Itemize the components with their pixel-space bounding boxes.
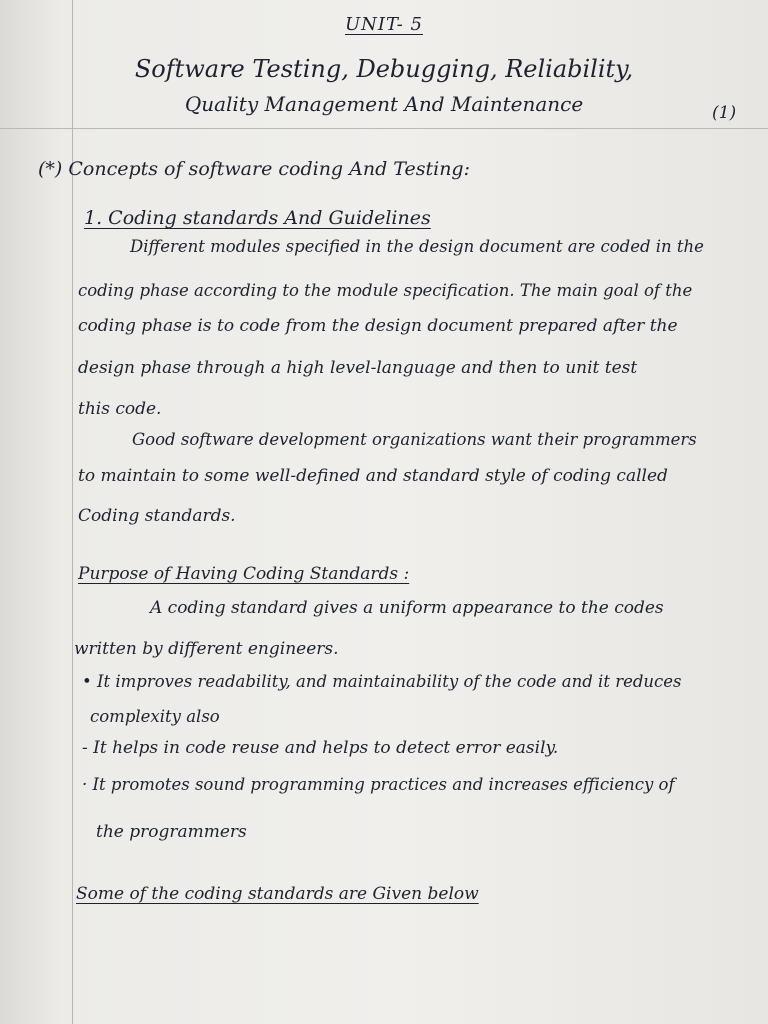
purpose-line-1: A coding standard gives a uniform appearance to the codes [150,598,664,618]
header-rule [0,128,768,129]
margin-line [72,0,73,1024]
subsection-heading: 1. Coding standards And Guidelines [84,207,431,229]
paragraph-2-line-3: Coding standards. [78,506,236,526]
paragraph-2-line-2: to maintain to some well-defined and standard style of coding called [78,466,668,486]
unit-title: UNIT- 5 [345,14,423,35]
title-line-1: Software Testing, Debugging, Reliability, [134,55,634,83]
paragraph-1-line-5: this code. [78,399,162,419]
paragraph-2-line-1: Good software development organizations want their programmers [132,430,697,449]
bullet-readability-cont: complexity also [90,707,220,726]
purpose-heading: Purpose of Having Coding Standards : [78,564,410,584]
paragraph-1-line-1: Different modules specified in the design document are coded in the [130,237,704,256]
purpose-line-2: written by different engineers. [74,639,339,659]
title-line-2: Quality Management And Maintenance [184,92,584,116]
bullet-practices-cont: the programmers [96,822,247,842]
bullet-reuse: - It helps in code reuse and helps to detect error easily. [82,738,559,758]
paragraph-1-line-3: coding phase is to code from the design document prepared after the [78,316,678,336]
bullet-readability: • It improves readability, and maintainability of the code and it reduces [82,672,682,691]
page-number: (1) [712,103,737,123]
paragraph-1-line-4: design phase through a high level-language and then to unit test [78,358,638,378]
paragraph-1-line-2: coding phase according to the module specification. The main goal of the [78,281,693,300]
closing-line: Some of the coding standards are Given below [76,884,479,904]
bullet-practices: · It promotes sound programming practices and increases efficiency of [82,775,675,794]
section-heading: (*) Concepts of software coding And Testing: [38,158,470,180]
